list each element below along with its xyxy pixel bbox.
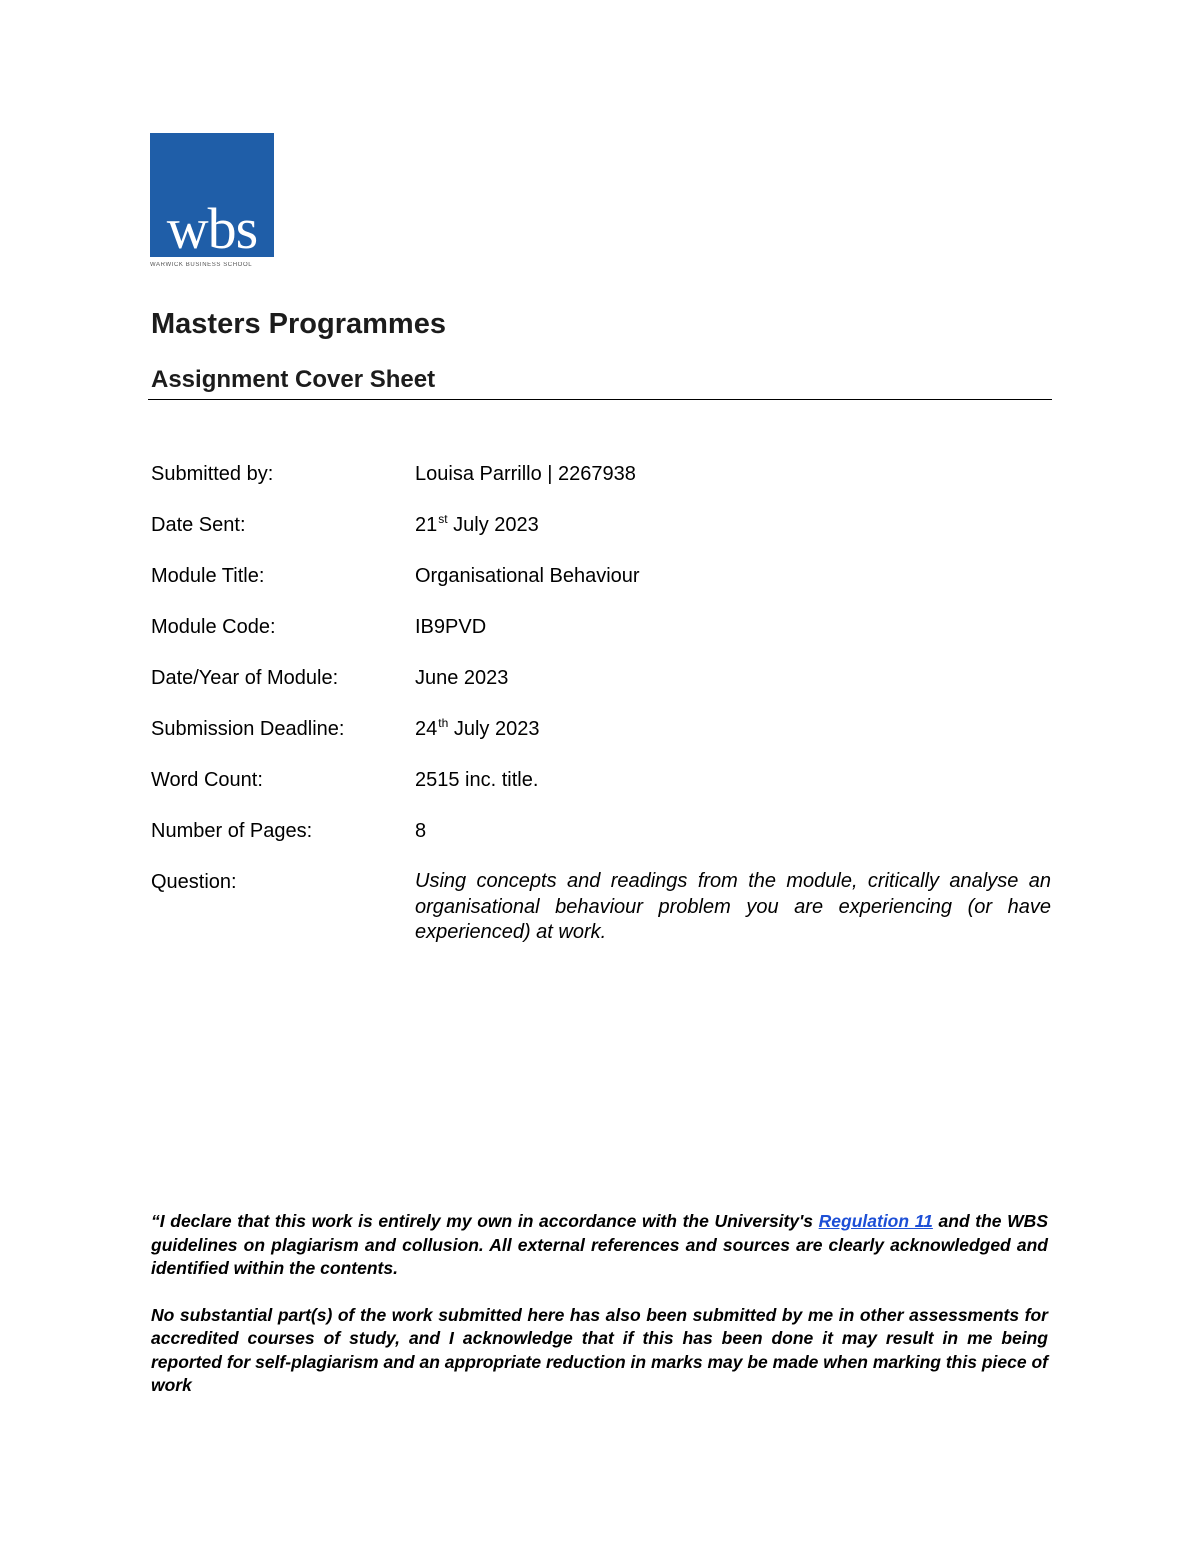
- field-label: Number of Pages:: [151, 820, 313, 842]
- field-label: Date Sent:: [151, 514, 246, 536]
- field-value: [415, 715, 1051, 766]
- field-label: Word Count:: [151, 769, 263, 791]
- field-value: [415, 511, 1051, 562]
- field-value: 8: [415, 820, 427, 842]
- field-label: Submitted by:: [151, 463, 274, 485]
- declaration: [151, 1210, 1048, 1421]
- declaration-text: “I declare that this work is entirely my own in accordance with the University's: [151, 1211, 819, 1231]
- field-label: Module Title:: [151, 565, 265, 587]
- page-title: Masters Programmes: [151, 308, 446, 340]
- field-value: June 2023: [415, 667, 509, 689]
- field-date-sent: [151, 511, 1051, 562]
- logo-subtext: WARWICK BUSINESS SCHOOL: [150, 262, 253, 268]
- wbs-logo: [150, 133, 274, 261]
- field-module-title: [151, 562, 1051, 613]
- field-label: Module Code:: [151, 616, 276, 638]
- regulation-11-link[interactable]: Regulation 11: [818, 1211, 933, 1231]
- deadline-rest: July 2023: [448, 718, 540, 740]
- declaration-paragraph-2: No substantial part(s) of the work submitted here has also been submitted by me in other assessments for accredited courses of study, and I acknowledge that if this has been done it may result in me being reported for self-plagiarism and an appropriate reduction in marks may be made when marking this piece of work: [151, 1304, 1048, 1395]
- title-divider: [148, 399, 1052, 400]
- field-label: Submission Deadline:: [151, 718, 345, 740]
- field-question: [151, 868, 1051, 946]
- deadline-day: 24: [415, 718, 438, 740]
- field-submission-deadline: [151, 715, 1051, 766]
- declaration-paragraph-1: [151, 1210, 1048, 1281]
- field-value: IB9PVD: [415, 616, 487, 638]
- field-value: Louisa Parrillo | 2267938: [415, 463, 636, 485]
- field-label: Question:: [151, 871, 237, 893]
- field-number-of-pages: [151, 817, 1051, 868]
- cover-fields: [151, 460, 1051, 946]
- question-text: Using concepts and readings from the module, critically analyse an organisational behaviour problem you are experiencing (or have experienced) at work.: [415, 870, 1051, 943]
- date-rest: July 2023: [447, 514, 539, 536]
- logo-text: wbs: [166, 196, 258, 261]
- page-subtitle: Assignment Cover Sheet: [151, 366, 436, 393]
- declaration-text: and the WBS guidelines on plagiarism and collusion. All external references and sources are clearly acknowledged and identified within the contents.: [151, 1211, 1048, 1278]
- field-word-count: [151, 766, 1051, 817]
- deadline-ordinal: th: [438, 716, 449, 730]
- field-label: Date/Year of Module:: [151, 667, 339, 689]
- date-ordinal: st: [438, 512, 448, 526]
- field-date-year: [151, 664, 1051, 715]
- field-submitted-by: [151, 460, 1051, 511]
- field-module-code: [151, 613, 1051, 664]
- field-value: 2515 inc. title.: [415, 769, 539, 791]
- date-day: 21: [415, 514, 438, 536]
- field-value: Organisational Behaviour: [415, 565, 640, 587]
